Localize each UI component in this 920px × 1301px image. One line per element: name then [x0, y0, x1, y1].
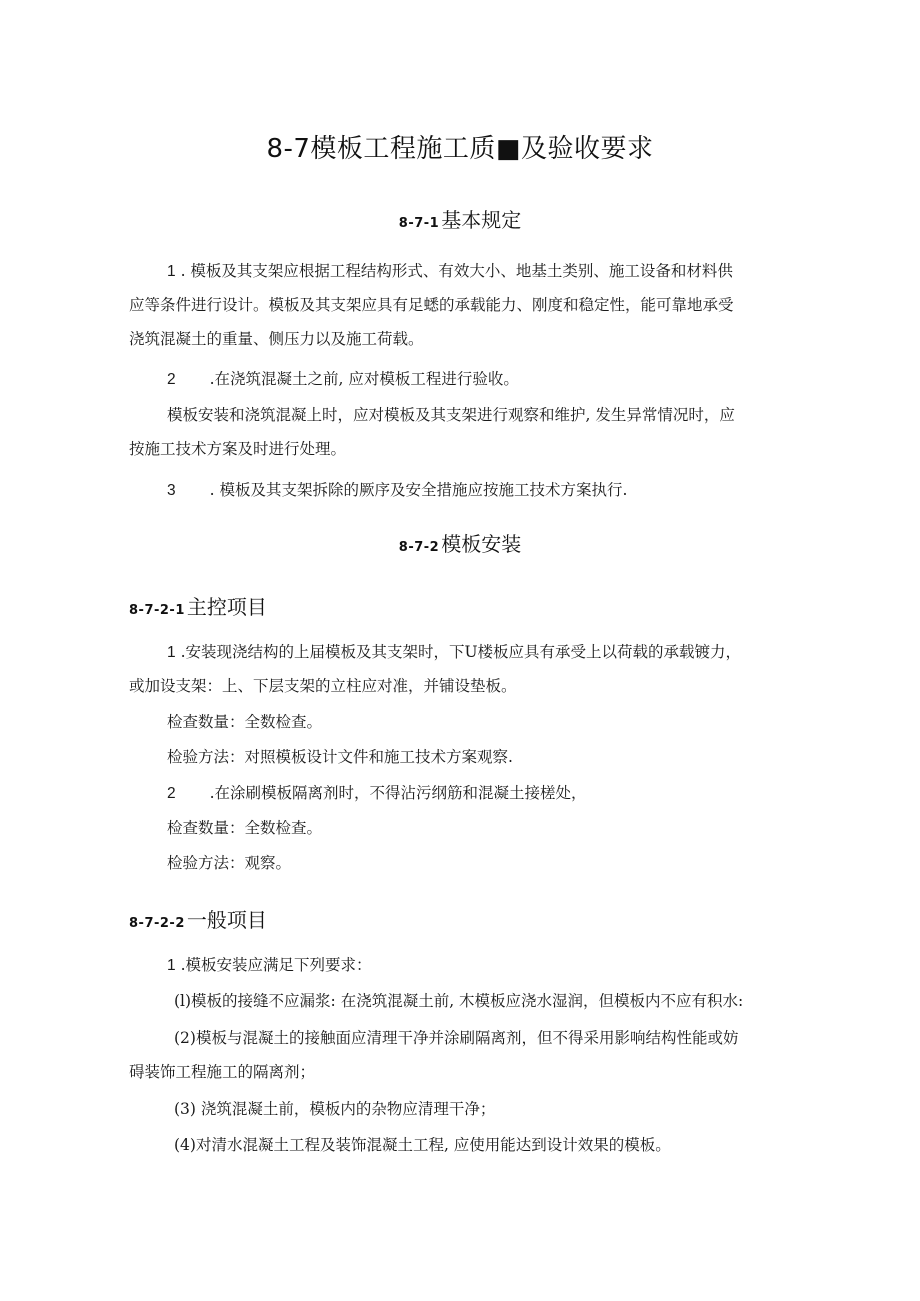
paragraph-line: 检查数量：全数检查。 — [167, 713, 323, 731]
item-number: 1 — [167, 263, 176, 280]
paragraph-main-control-2 — [167, 776, 791, 811]
paragraph-line: 检查数量：全数检查。 — [167, 819, 323, 837]
paragraph-basic-rule-1 — [167, 254, 753, 289]
check-quantity-2 — [167, 811, 791, 845]
paragraph-line: .安装现浇结构的上届模板及其支架时，下U楼板应具有承受上以荷载的承载镀力， — [180, 643, 742, 661]
paragraph-main-control-1 — [167, 635, 791, 670]
list-item-2-cont — [129, 1055, 753, 1089]
section-title: 一般项目 — [186, 908, 267, 932]
section-number: 8-7-2-1 — [129, 603, 185, 618]
list-item-2 — [174, 1021, 798, 1055]
paragraph-basic-rule-2b-cont — [129, 432, 753, 466]
paragraph-line: 检验方法：观察。 — [167, 854, 292, 872]
section-heading-general-items — [129, 904, 267, 933]
item-number: 1 — [167, 644, 176, 661]
paragraph-line: . 模板及其支架应根据工程结构形式、有效大小、地基土类别、施工设备和材料供 — [180, 262, 733, 280]
paragraph-line: 检验方法：对照模板设计文件和施工技术方案观察. — [167, 748, 513, 766]
paragraph-basic-rule-2b — [167, 398, 791, 432]
item-number: 3 — [167, 482, 176, 499]
section-heading-basic-rules — [0, 204, 920, 233]
section-heading-main-control-items — [129, 591, 267, 620]
paragraph-line: 浇筑混凝土的重量、侧压力以及施工荷载。 — [129, 330, 424, 348]
list-item-3 — [174, 1092, 798, 1126]
item-number: 1 — [167, 957, 176, 974]
paragraph-line: 按施工技术方案及时进行处理。 — [129, 440, 347, 458]
paragraph-general-1 — [167, 948, 791, 983]
section-number: 8-7-2 — [398, 540, 440, 555]
section-title: 模板安装 — [441, 532, 522, 556]
paragraph-line: (2)模板与混凝土的接触面应清理干净并涂刷隔离剂，但不得采用影响结构性能或妨 — [174, 1029, 739, 1047]
paragraph-line: .在涂刷模板隔离剂时，不得沾污纲筋和混凝土接槎处， — [209, 784, 587, 802]
check-method-2 — [167, 846, 791, 880]
document-title: 8-7模板工程施工质■及验收要求 — [266, 134, 654, 164]
paragraph-line: 应等条件进行设计。模板及其支架应具有足蟋的承载能力、刚度和稳定性，能可靠地承受 — [129, 296, 734, 314]
paragraph-main-control-1-cont — [129, 669, 753, 703]
section-title: 基本规定 — [441, 208, 522, 232]
paragraph-line: (4)对清水混凝土工程及装饰混凝土工程, 应使用能达到设计效果的模板。 — [174, 1136, 671, 1154]
paragraph-line: .在浇筑混凝土之前, 应对模板工程进行验收。 — [209, 370, 519, 388]
check-method-1 — [167, 740, 791, 774]
paragraph-line: .模板安装应满足下列要求： — [180, 956, 372, 974]
section-number: 8-7-2-2 — [129, 916, 185, 931]
list-item-1 — [174, 984, 798, 1018]
item-number: 2 — [167, 371, 176, 388]
paragraph-line: 模板安装和浇筑混凝上时，应对模板及其支架进行观察和维护, 发生异常情况时，应 — [167, 406, 735, 424]
paragraph-line: 碍装饰工程施工的隔离剂； — [129, 1063, 316, 1081]
paragraph-basic-rule-1-cont — [129, 288, 791, 356]
check-quantity-1 — [167, 705, 791, 739]
section-number: 8-7-1 — [398, 216, 440, 231]
paragraph-line: 或加设支架：上、下层支架的立柱应对准，并铺设垫板。 — [129, 677, 517, 695]
list-item-4 — [174, 1128, 798, 1162]
paragraph-line: . 模板及其支架拆除的厥序及安全措施应按施工技术方案执行. — [209, 481, 628, 499]
paragraph-line: (l)模板的接缝不应漏浆: 在浇筑混凝土前, 木模板应浇水湿润，但模板内不应有积水: — [174, 992, 744, 1010]
paragraph-line: (3) 浇筑混凝土前，模板内的杂物应清理干净； — [174, 1100, 496, 1118]
paragraph-basic-rule-2 — [167, 362, 791, 397]
section-heading-formwork-installation — [0, 528, 920, 557]
item-number: 2 — [167, 785, 176, 802]
paragraph-basic-rule-3 — [167, 473, 791, 508]
section-title: 主控项目 — [186, 595, 267, 619]
